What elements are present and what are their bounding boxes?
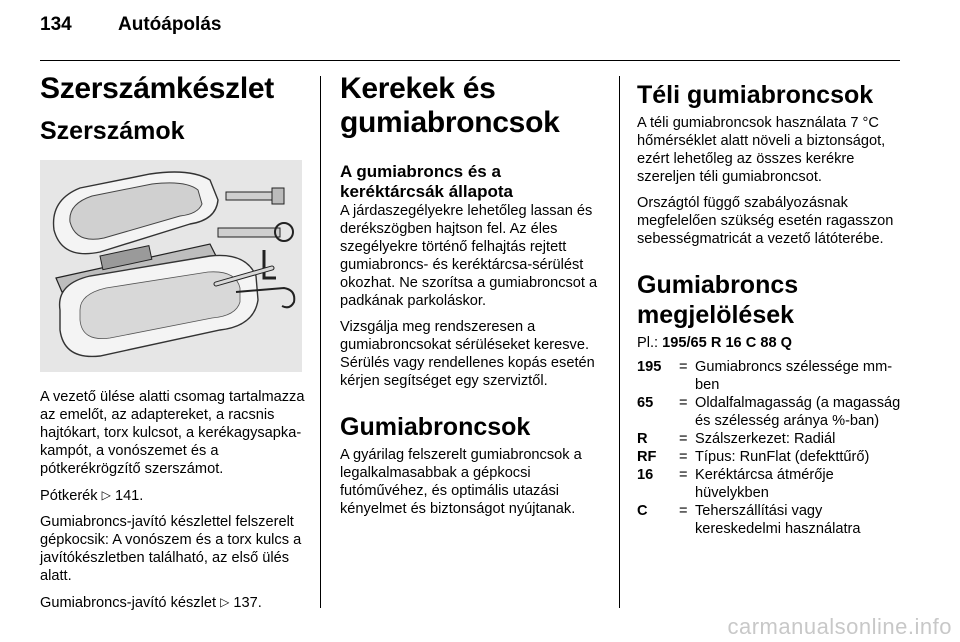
tyre-condition-heading: A gumiabroncs és a keréktárcsák állapota [340,162,513,201]
toolkit-title: Szerszámkészlet [40,72,274,105]
designation-meaning: Oldalfalmagasság (a magasság és szélesség aránya %-ban) [695,395,901,429]
page-number: 134 [40,14,72,35]
designation-meaning: Teherszállítási vagy kereskedelmi használatra [695,503,861,537]
equals-sign: = [679,359,688,375]
designation-row [637,448,907,466]
tyre-designations-heading: Gumiabroncs megjelölések [637,271,799,329]
repair-kit-note: Gumiabroncs-javító készlettel felszerelt gépkocsik: A vonószem és a torx kulcs a javítókészletben található, az első ülés alatt. [40,514,302,584]
designation-row [637,466,907,502]
column-2 [340,64,605,526]
reference-arrow-icon: ▷ [220,595,230,609]
wheels-tyres-title: Kerekek és gumiabroncsok [340,72,560,139]
winter-tyres-heading: Téli gumiabroncsok [637,81,874,109]
designation-row [637,430,907,448]
tyres-heading: Gumiabroncsok [340,413,531,441]
designation-code: R [637,431,648,447]
factory-tyres-text: A gyárilag felszerelt gumiabroncsok a legalkalmasabbak a gépkocsi futóművéhez, és optimális utazási kényelmet és biztonságot nyújtanak. [340,447,582,517]
designation-code: 195 [637,359,662,375]
winter-tyres-text: A téli gumiabroncsok használata 7 °C hőmérséklet alatt növeli a biztonságot, ezért lehetőleg az összes kerékre szereljen téli gumiabroncsot. [637,115,886,185]
toolkit-illustration [40,160,302,372]
equals-sign: = [679,449,688,465]
inspection-advice: Vizsgálja meg rendszeresen a gumiabroncsokat sérüléseket keresve. Sérülés vagy rendellenes kopás esetén kérjen segítséget egy szerviztől. [340,319,595,389]
equals-sign: = [679,431,688,447]
designation-meaning: Típus: RunFlat (defekttűrő) [695,449,870,465]
column-3 [637,64,907,538]
equals-sign: = [679,395,688,411]
reference-arrow-icon: ▷ [101,488,111,502]
section-title: Autóápolás [118,14,222,35]
designation-meaning: Szálszerkezet: Radiál [695,431,836,447]
equals-sign: = [679,503,688,519]
designation-table [637,358,907,538]
tools-subtitle: Szerszámok [40,117,185,145]
toolkit-description: A vezető ülése alatti csomag tartalmazza az emelőt, az adaptereket, a racsnis hajtókart, torx kulcsot, a kerékagysapka-kampót, a vonószemet és a pótkerékrögzítő szerszámot. [40,389,305,477]
column-divider-1 [320,76,321,608]
designation-meaning: Gumiabroncs szélessége mm-ben [695,359,893,393]
designation-meaning: Keréktárcsa átmérője hüvelykben [695,467,834,501]
equals-sign: = [679,467,688,483]
designation-row [637,502,907,538]
designation-code: 65 [637,395,654,411]
designation-row [637,394,907,430]
speed-sticker-text: Országtól függő szabályozásnak megfelelően szükség esetén ragasszon sebességmatricát a vezető látóterébe. [637,195,894,247]
repair-kit-ref: Gumiabroncs-javító készlet ▷ 137. [40,595,262,611]
spare-wheel-ref: Pótkerék ▷ 141. [40,488,144,504]
column-divider-2 [619,76,620,608]
designation-row [637,358,907,394]
designation-code: RF [637,449,657,465]
designation-code: 16 [637,467,654,483]
header-rule [40,60,900,61]
watermark: carmanualsonline.info [727,614,952,639]
kerb-advice: A járdaszegélyekre lehetőleg lassan és derékszögben hajtson fel. Az éles szegélyekre történő felhajtás rejtett gumiabroncs- és keréktárcsa-sérülést okozhat. Ne szorítsa a gumiabroncsot a padkának parkoláskor. [340,203,598,309]
column-1 [40,64,306,620]
example-designation: Pl.: 195/65 R 16 C 88 Q [637,335,792,351]
designation-code: C [637,503,648,519]
